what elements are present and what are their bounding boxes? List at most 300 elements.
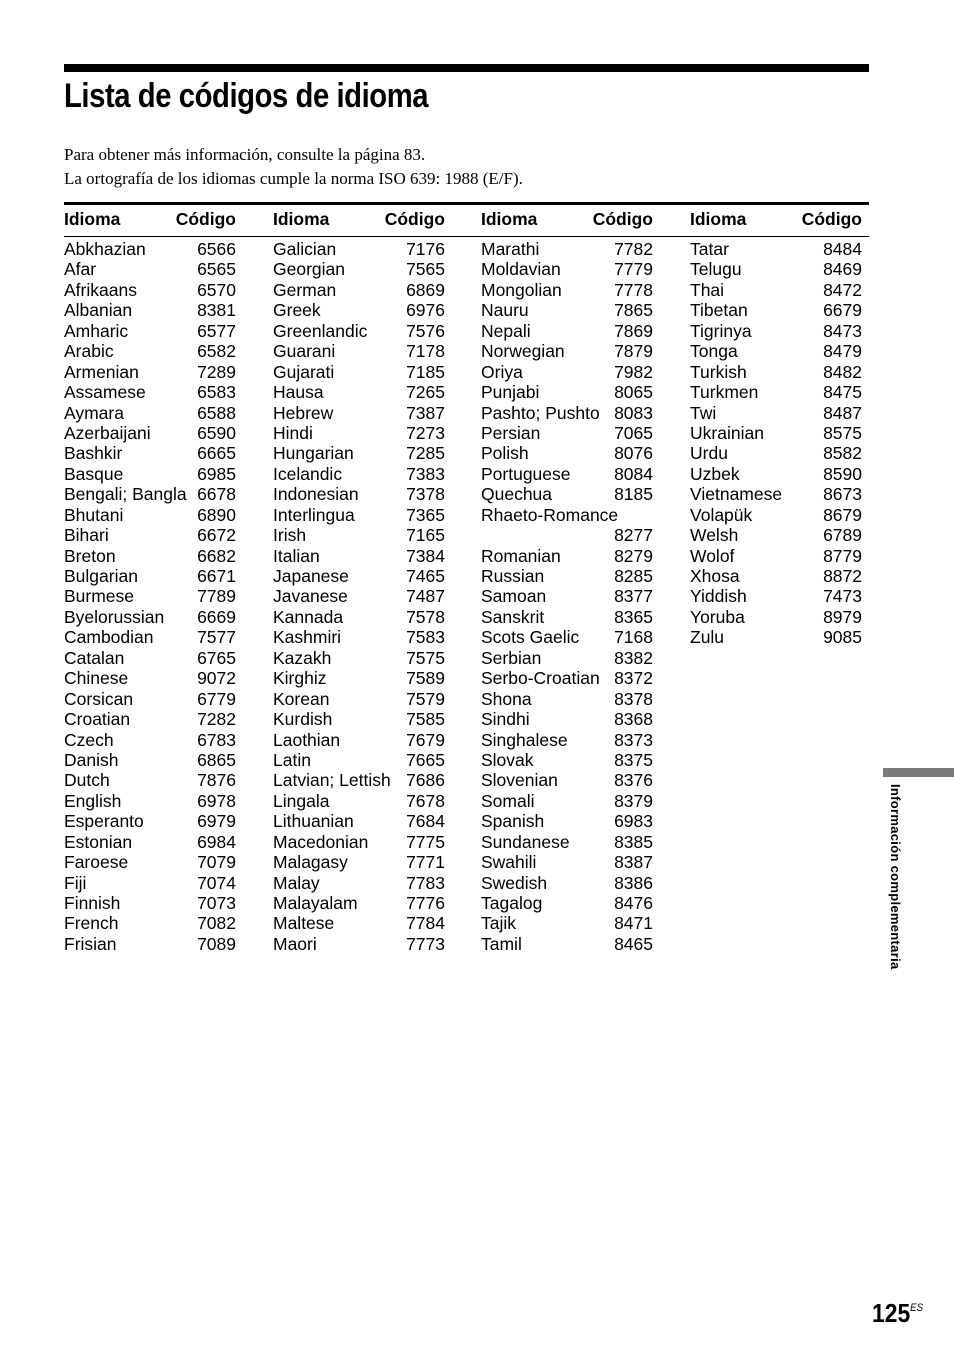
table-row xyxy=(481,873,653,893)
table-row xyxy=(64,362,236,382)
language-name: Tibetan xyxy=(690,300,748,321)
table-row xyxy=(64,443,236,463)
language-name: Greenlandic xyxy=(273,320,368,341)
language-code: 8469 xyxy=(823,259,862,280)
table-row xyxy=(273,239,445,259)
table-row xyxy=(690,341,862,361)
table-row xyxy=(64,423,236,443)
page-number xyxy=(872,1298,923,1329)
language-code: 7089 xyxy=(197,933,236,954)
language-name: Shona xyxy=(481,688,532,709)
table-row xyxy=(481,443,653,463)
language-name: Wolof xyxy=(690,545,735,566)
language-code: 6783 xyxy=(197,729,236,750)
table-row xyxy=(64,280,236,300)
language-name: Zulu xyxy=(690,627,725,648)
language-name: Oriya xyxy=(481,361,523,382)
language-name: Arabic xyxy=(64,341,114,362)
table-row xyxy=(64,382,236,402)
section-tab-marker xyxy=(883,768,954,777)
table-row xyxy=(64,259,236,279)
language-name: Tagalog xyxy=(481,893,543,913)
table-row xyxy=(481,648,653,668)
language-name: Sindhi xyxy=(481,709,530,730)
language-name: Russian xyxy=(481,566,545,586)
language-name: Dutch xyxy=(64,770,110,791)
table-row xyxy=(64,484,236,504)
language-name: Azerbaijani xyxy=(64,422,151,443)
table-row xyxy=(64,607,236,627)
language-name: Afar xyxy=(64,259,97,280)
language-name: Japanese xyxy=(273,566,349,586)
language-name: Scots Gaelic xyxy=(481,627,580,648)
language-code: 8382 xyxy=(614,647,653,668)
intro-line-2: La ortografía de los idiomas cumple la norma ISO 639: 1988 (E/F). xyxy=(64,169,523,188)
table-row xyxy=(273,770,445,790)
language-code: 8386 xyxy=(614,872,653,893)
language-name: Yiddish xyxy=(690,586,747,607)
language-code: 8476 xyxy=(614,893,653,913)
table-row xyxy=(273,730,445,750)
language-code: 8475 xyxy=(823,382,862,403)
language-name: Maori xyxy=(273,933,317,954)
table-row xyxy=(273,341,445,361)
language-code: 7684 xyxy=(406,811,445,832)
language-name: Slovak xyxy=(481,749,534,770)
language-name: Lithuanian xyxy=(273,811,354,832)
header-language: Idioma xyxy=(690,209,747,229)
language-name: Afrikaans xyxy=(64,279,137,300)
language-name: Portuguese xyxy=(481,463,571,484)
language-code: 7073 xyxy=(197,893,236,913)
table-header-rule xyxy=(64,236,869,237)
table-row xyxy=(64,668,236,688)
table-row xyxy=(64,566,236,586)
language-code: 6590 xyxy=(197,422,236,443)
table-row xyxy=(64,300,236,320)
language-name: Macedonian xyxy=(273,831,369,852)
language-code: 7589 xyxy=(406,668,445,689)
language-name: Bihari xyxy=(64,525,109,546)
language-name: Xhosa xyxy=(690,566,740,586)
table-row xyxy=(690,382,862,402)
language-code: 7473 xyxy=(823,586,862,607)
language-name: Esperanto xyxy=(64,811,144,832)
language-code: 7575 xyxy=(406,647,445,668)
table-row xyxy=(481,341,653,361)
language-code: 8065 xyxy=(614,382,653,403)
language-name: Swahili xyxy=(481,852,537,873)
table-row xyxy=(273,627,445,647)
table-row xyxy=(481,362,653,382)
language-name: Hausa xyxy=(273,382,324,403)
table-row xyxy=(273,852,445,872)
table-row xyxy=(481,566,653,586)
table-row xyxy=(273,607,445,627)
table-row xyxy=(273,873,445,893)
table-row xyxy=(64,525,236,545)
language-code: 8779 xyxy=(823,545,862,566)
table-row xyxy=(481,709,653,729)
language-code: 8590 xyxy=(823,463,862,484)
table-row xyxy=(481,811,653,831)
language-code: 7686 xyxy=(406,770,445,791)
table-row xyxy=(481,300,653,320)
language-code: 8368 xyxy=(614,709,653,730)
language-code: 6665 xyxy=(197,443,236,464)
table-row xyxy=(64,546,236,566)
language-name: Burmese xyxy=(64,586,135,607)
language-name: Maltese xyxy=(273,913,335,934)
language-code: 7185 xyxy=(406,361,445,382)
language-name: Malayalam xyxy=(273,893,358,913)
header-code: Código xyxy=(801,209,862,229)
language-name: Twi xyxy=(690,402,717,423)
language-code: 6583 xyxy=(197,382,236,403)
language-name: English xyxy=(64,790,122,811)
language-code: 8375 xyxy=(614,749,653,770)
table-row xyxy=(273,586,445,606)
language-name: Amharic xyxy=(64,320,129,341)
table-row xyxy=(273,934,445,954)
language-name: Rhaeto-Romance xyxy=(481,504,619,525)
table-row xyxy=(64,811,236,831)
language-name: Indonesian xyxy=(273,484,359,505)
table-row xyxy=(64,341,236,361)
table-column-2 xyxy=(273,206,445,954)
table-row xyxy=(481,586,653,606)
language-name: Turkmen xyxy=(690,382,759,403)
language-code: 6976 xyxy=(406,300,445,321)
section-side-label xyxy=(888,784,908,1004)
table-top-rule xyxy=(64,202,869,205)
language-name: Slovenian xyxy=(481,770,558,791)
language-code: 6566 xyxy=(197,239,236,259)
language-code: 6865 xyxy=(197,749,236,770)
table-row xyxy=(273,464,445,484)
language-name: Mongolian xyxy=(481,279,562,300)
table-row xyxy=(481,627,653,647)
table-row xyxy=(273,546,445,566)
column-header xyxy=(690,206,862,233)
header-language: Idioma xyxy=(64,209,121,229)
language-code: 8373 xyxy=(614,729,653,750)
language-code: 7285 xyxy=(406,443,445,464)
table-row xyxy=(690,321,862,341)
table-row xyxy=(481,505,653,525)
language-code: 7779 xyxy=(614,259,653,280)
table-row xyxy=(481,423,653,443)
language-name: Turkish xyxy=(690,361,747,382)
table-row xyxy=(481,259,653,279)
language-code: 6682 xyxy=(197,545,236,566)
table-row xyxy=(273,913,445,933)
language-code: 8472 xyxy=(823,279,862,300)
table-row xyxy=(481,464,653,484)
header-language: Idioma xyxy=(273,209,330,229)
language-code: 8385 xyxy=(614,831,653,852)
table-row xyxy=(481,668,653,688)
top-rule xyxy=(64,64,869,72)
table-row xyxy=(481,280,653,300)
language-name: Georgian xyxy=(273,259,345,280)
language-name: Tonga xyxy=(690,341,738,362)
language-code: 7176 xyxy=(406,239,445,259)
language-code: 9072 xyxy=(197,668,236,689)
language-code: 8279 xyxy=(614,545,653,566)
table-row xyxy=(273,893,445,913)
language-name: Frisian xyxy=(64,933,117,954)
language-code: 7487 xyxy=(406,586,445,607)
language-code: 7771 xyxy=(406,852,445,873)
language-code: 7579 xyxy=(406,688,445,709)
table-row xyxy=(273,362,445,382)
language-name: Chinese xyxy=(64,668,129,689)
table-row xyxy=(64,586,236,606)
language-code: 8387 xyxy=(614,852,653,873)
language-code: 7678 xyxy=(406,790,445,811)
table-row xyxy=(273,750,445,770)
language-name: Cambodian xyxy=(64,627,154,648)
table-row xyxy=(481,525,653,545)
language-name: Gujarati xyxy=(273,361,335,382)
language-name: Tigrinya xyxy=(690,320,752,341)
language-code: 7578 xyxy=(406,606,445,627)
language-code: 6577 xyxy=(197,320,236,341)
language-code: 8484 xyxy=(823,239,862,259)
header-code: Código xyxy=(384,209,445,229)
language-name: Javanese xyxy=(273,586,348,607)
language-name: Korean xyxy=(273,688,330,709)
table-row xyxy=(481,913,653,933)
language-code: 7789 xyxy=(197,586,236,607)
table-row xyxy=(64,873,236,893)
language-code: 8378 xyxy=(614,688,653,709)
table-row xyxy=(64,770,236,790)
language-name: Basque xyxy=(64,463,124,484)
language-name: Swedish xyxy=(481,872,548,893)
language-code: 8376 xyxy=(614,770,653,791)
language-code: 8473 xyxy=(823,320,862,341)
language-name: Moldavian xyxy=(481,259,561,280)
language-code: 6669 xyxy=(197,606,236,627)
language-code: 8479 xyxy=(823,341,862,362)
language-name: Guarani xyxy=(273,341,336,362)
table-row xyxy=(273,566,445,586)
language-code: 6978 xyxy=(197,790,236,811)
language-code: 8979 xyxy=(823,606,862,627)
language-name: Urdu xyxy=(690,443,728,464)
table-row xyxy=(690,525,862,545)
language-code: 7776 xyxy=(406,893,445,913)
language-code: 8372 xyxy=(614,668,653,689)
language-name: Kannada xyxy=(273,606,344,627)
table-row xyxy=(690,505,862,525)
language-name: Czech xyxy=(64,729,114,750)
language-name: Nauru xyxy=(481,300,529,321)
language-name: Bhutani xyxy=(64,504,124,525)
language-name: Singhalese xyxy=(481,729,568,750)
language-name: Uzbek xyxy=(690,463,740,484)
table-row xyxy=(64,750,236,770)
language-name: Tamil xyxy=(481,933,522,954)
table-row xyxy=(481,484,653,504)
language-name: Albanian xyxy=(64,300,133,321)
table-row xyxy=(273,832,445,852)
language-code: 7465 xyxy=(406,566,445,586)
table-row xyxy=(481,750,653,770)
language-name: Nepali xyxy=(481,320,531,341)
column-header xyxy=(64,206,236,233)
language-name: Malagasy xyxy=(273,852,348,873)
language-name: Fiji xyxy=(64,872,87,893)
page-title: Lista de códigos de idioma xyxy=(64,77,429,115)
language-code: 8285 xyxy=(614,566,653,586)
table-row xyxy=(273,403,445,423)
language-code: 8482 xyxy=(823,361,862,382)
language-name: Hebrew xyxy=(273,402,334,423)
language-code: 6678 xyxy=(197,484,236,505)
language-code: 7783 xyxy=(406,872,445,893)
page-language-suffix: ES xyxy=(910,1302,924,1314)
language-name: Corsican xyxy=(64,688,134,709)
language-name: Abkhazian xyxy=(64,239,146,259)
language-name: Laothian xyxy=(273,729,341,750)
language-name: Welsh xyxy=(690,525,739,546)
table-row xyxy=(481,852,653,872)
language-code: 8365 xyxy=(614,606,653,627)
language-code: 7773 xyxy=(406,933,445,954)
language-code: 6570 xyxy=(197,279,236,300)
language-name: Latvian; Lettish xyxy=(273,770,391,791)
table-column-1 xyxy=(64,206,236,954)
language-name: Norwegian xyxy=(481,341,565,362)
header-code: Código xyxy=(175,209,236,229)
language-code: 6765 xyxy=(197,647,236,668)
language-code: 8084 xyxy=(614,463,653,484)
language-code: 8471 xyxy=(614,913,653,934)
language-name: Tatar xyxy=(690,239,729,259)
language-name: Hungarian xyxy=(273,443,354,464)
header-language: Idioma xyxy=(481,209,538,229)
language-name: Sundanese xyxy=(481,831,570,852)
table-row xyxy=(481,607,653,627)
language-code: 6984 xyxy=(197,831,236,852)
table-row xyxy=(690,443,862,463)
table-column-3 xyxy=(481,206,653,954)
header-code: Código xyxy=(592,209,653,229)
language-name: Italian xyxy=(273,545,320,566)
language-code: 7583 xyxy=(406,627,445,648)
language-name: Estonian xyxy=(64,831,133,852)
language-code: 7384 xyxy=(406,545,445,566)
table-row xyxy=(64,934,236,954)
table-row xyxy=(273,280,445,300)
language-code: 8076 xyxy=(614,443,653,464)
language-name: Romanian xyxy=(481,545,561,566)
language-name: Punjabi xyxy=(481,382,540,403)
table-row xyxy=(690,484,862,504)
table-row xyxy=(64,893,236,913)
language-name: Bulgarian xyxy=(64,566,138,586)
language-code: 9085 xyxy=(823,627,862,648)
language-code: 8465 xyxy=(614,933,653,954)
table-row xyxy=(273,382,445,402)
table-row xyxy=(481,770,653,790)
language-code: 6979 xyxy=(197,811,236,832)
table-row xyxy=(690,280,862,300)
column-header xyxy=(273,206,445,233)
language-name: Finnish xyxy=(64,893,121,913)
language-code: 8185 xyxy=(614,484,653,505)
language-code: 7585 xyxy=(406,709,445,730)
table-row xyxy=(273,321,445,341)
table-row xyxy=(690,403,862,423)
language-name: Croatian xyxy=(64,709,131,730)
table-row xyxy=(273,505,445,525)
language-code: 8381 xyxy=(197,300,236,321)
language-code: 7982 xyxy=(614,361,653,382)
table-row xyxy=(481,382,653,402)
language-name: Spanish xyxy=(481,811,545,832)
table-row xyxy=(690,239,862,259)
language-code: 7778 xyxy=(614,279,653,300)
table-row xyxy=(481,321,653,341)
language-name: Lingala xyxy=(273,790,330,811)
table-row xyxy=(273,791,445,811)
table-row xyxy=(273,443,445,463)
language-code: 8487 xyxy=(823,402,862,423)
table-row xyxy=(64,648,236,668)
language-code: 8575 xyxy=(823,422,862,443)
language-name: Volapük xyxy=(690,504,753,525)
language-code: 6869 xyxy=(406,279,445,300)
table-row xyxy=(64,689,236,709)
language-code: 6789 xyxy=(823,525,862,546)
language-code: 8679 xyxy=(823,504,862,525)
language-name: Pashto; Pushto xyxy=(481,402,600,423)
language-code: 6779 xyxy=(197,688,236,709)
language-name: Kurdish xyxy=(273,709,333,730)
table-row xyxy=(481,730,653,750)
table-row xyxy=(64,321,236,341)
language-name: Sanskrit xyxy=(481,606,545,627)
language-name: Serbian xyxy=(481,647,542,668)
page-number-value: 125 xyxy=(872,1298,911,1328)
language-name: Interlingua xyxy=(273,504,355,525)
language-code: 6588 xyxy=(197,402,236,423)
language-code: 7565 xyxy=(406,259,445,280)
table-row xyxy=(64,403,236,423)
language-name: Quechua xyxy=(481,484,553,505)
language-code: 8673 xyxy=(823,484,862,505)
language-name: German xyxy=(273,279,337,300)
language-code: 7782 xyxy=(614,239,653,259)
table-row xyxy=(481,239,653,259)
language-name: Greek xyxy=(273,300,321,321)
language-code: 8582 xyxy=(823,443,862,464)
language-name: Vietnamese xyxy=(690,484,783,505)
language-name: Faroese xyxy=(64,852,129,873)
table-row xyxy=(481,832,653,852)
language-name: Catalan xyxy=(64,647,125,668)
side-label-text: Información complementaria xyxy=(888,784,903,970)
table-row xyxy=(273,423,445,443)
language-code: 8872 xyxy=(823,566,862,586)
language-code: 6983 xyxy=(614,811,653,832)
table-row xyxy=(273,484,445,504)
language-code: 7876 xyxy=(197,770,236,791)
